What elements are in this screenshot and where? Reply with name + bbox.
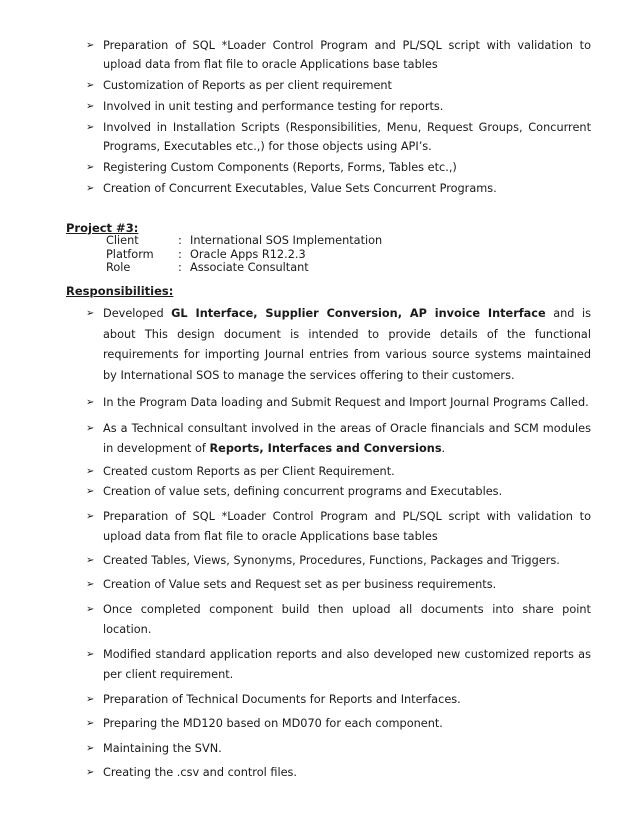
highlight-text: Reports, Interfaces and Conversions	[209, 442, 442, 455]
arrowhead-bullet-icon: ➢	[86, 486, 95, 497]
list-item: ➢ Involved in unit testing and performance testing for reports.	[86, 97, 591, 116]
top-responsibility-list	[86, 36, 591, 200]
info-value: International SOS Implementation	[190, 234, 383, 247]
info-separator: :	[178, 234, 182, 247]
arrowhead-bullet-icon: ➢	[86, 80, 95, 91]
arrowhead-bullet-icon: ➢	[86, 397, 95, 408]
list-item: ➢ Creation of Value sets and Request set as per business requirements.	[86, 575, 591, 596]
arrowhead-bullet-icon: ➢	[86, 162, 95, 173]
list-item: ➢ Developed GL Interface, Supplier Conversion, AP invoice Interface and is about This design document is intended to provide details of the functional requirements for importing Journal entries from various source systems maintained by International SOS to manage the services offering to their customers.	[86, 304, 591, 386]
list-item: ➢ Maintaining the SVN.	[86, 739, 591, 760]
arrowhead-bullet-icon: ➢	[86, 308, 95, 319]
arrowhead-bullet-icon: ➢	[86, 767, 95, 778]
list-item: ➢ Involved in Installation Scripts (Responsibilities, Menu, Request Groups, Concurrent Programs, Executables etc.,) for those objects using API’s.	[86, 118, 591, 156]
list-item: ➢ As a Technical consultant involved in the areas of Oracle financials and SCM modules in development of Reports, Interfaces and Conversions.	[86, 419, 591, 460]
arrowhead-bullet-icon: ➢	[86, 579, 95, 590]
responsibilities-heading: Responsibilities:	[66, 284, 174, 298]
arrowhead-bullet-icon: ➢	[86, 122, 95, 133]
list-item: ➢ Created Tables, Views, Synonyms, Procedures, Functions, Packages and Triggers.	[86, 551, 591, 572]
info-separator: :	[178, 261, 182, 274]
project-info-row	[106, 234, 382, 248]
arrowhead-bullet-icon: ➢	[86, 422, 95, 434]
arrowhead-bullet-icon: ➢	[86, 718, 95, 729]
list-item: ➢ Modified standard application reports and also developed new customized reports as per client requirement.	[86, 645, 591, 686]
arrowhead-bullet-icon: ➢	[86, 101, 95, 112]
project-info-row	[106, 261, 382, 275]
arrowhead-bullet-icon: ➢	[86, 554, 95, 566]
arrowhead-bullet-icon: ➢	[86, 693, 95, 705]
arrowhead-bullet-icon: ➢	[86, 183, 95, 194]
list-item: ➢ Preparation of Technical Documents for Reports and Interfaces.	[86, 690, 591, 711]
info-value: Oracle Apps R12.2.3	[190, 247, 306, 261]
list-item: ➢ Creating the .csv and control files.	[86, 763, 591, 784]
list-item: ➢ Creation of Concurrent Executables, Value Sets Concurrent Programs.	[86, 179, 591, 198]
project-heading: Project #3:	[66, 221, 139, 235]
list-item: ➢ Once completed component build then upload all documents into share point location.	[86, 600, 591, 641]
arrowhead-bullet-icon: ➢	[86, 742, 95, 754]
list-item: ➢ Customization of Reports as per client requirement	[86, 76, 591, 95]
project-info-row	[106, 248, 382, 262]
project-info	[106, 234, 382, 275]
arrowhead-bullet-icon: ➢	[86, 465, 95, 477]
list-item: ➢ Preparation of SQL *Loader Control Program and PL/SQL script with validation to upload data from flat file to oracle Applications base tables	[86, 507, 591, 548]
list-item: ➢ Created custom Reports as per Client Requirement.	[86, 462, 591, 483]
info-label: Client	[106, 234, 139, 247]
list-item: ➢ Preparation of SQL *Loader Control Program and PL/SQL script with validation to upload data from flat file to oracle Applications base tables	[86, 36, 591, 74]
arrowhead-bullet-icon: ➢	[86, 603, 95, 615]
arrowhead-bullet-icon: ➢	[86, 510, 95, 522]
info-label: Platform	[106, 247, 154, 261]
info-value: Associate Consultant	[190, 261, 309, 274]
responsibility-list	[86, 304, 591, 784]
list-item: ➢ In the Program Data loading and Submit Request and Import Journal Programs Called.	[86, 393, 591, 414]
highlight-text: GL Interface, Supplier Conversion, AP invoice Interface	[171, 307, 546, 320]
list-item: ➢ Registering Custom Components (Reports, Forms, Tables etc.,)	[86, 158, 591, 177]
list-item: ➢ Preparing the MD120 based on MD070 for each component.	[86, 714, 591, 735]
list-item: ➢ Creation of value sets, defining concurrent programs and Executables.	[86, 482, 591, 503]
arrowhead-bullet-icon: ➢	[86, 648, 95, 660]
info-separator: :	[178, 247, 182, 261]
info-label: Role	[106, 261, 131, 274]
arrowhead-bullet-icon: ➢	[86, 40, 95, 51]
